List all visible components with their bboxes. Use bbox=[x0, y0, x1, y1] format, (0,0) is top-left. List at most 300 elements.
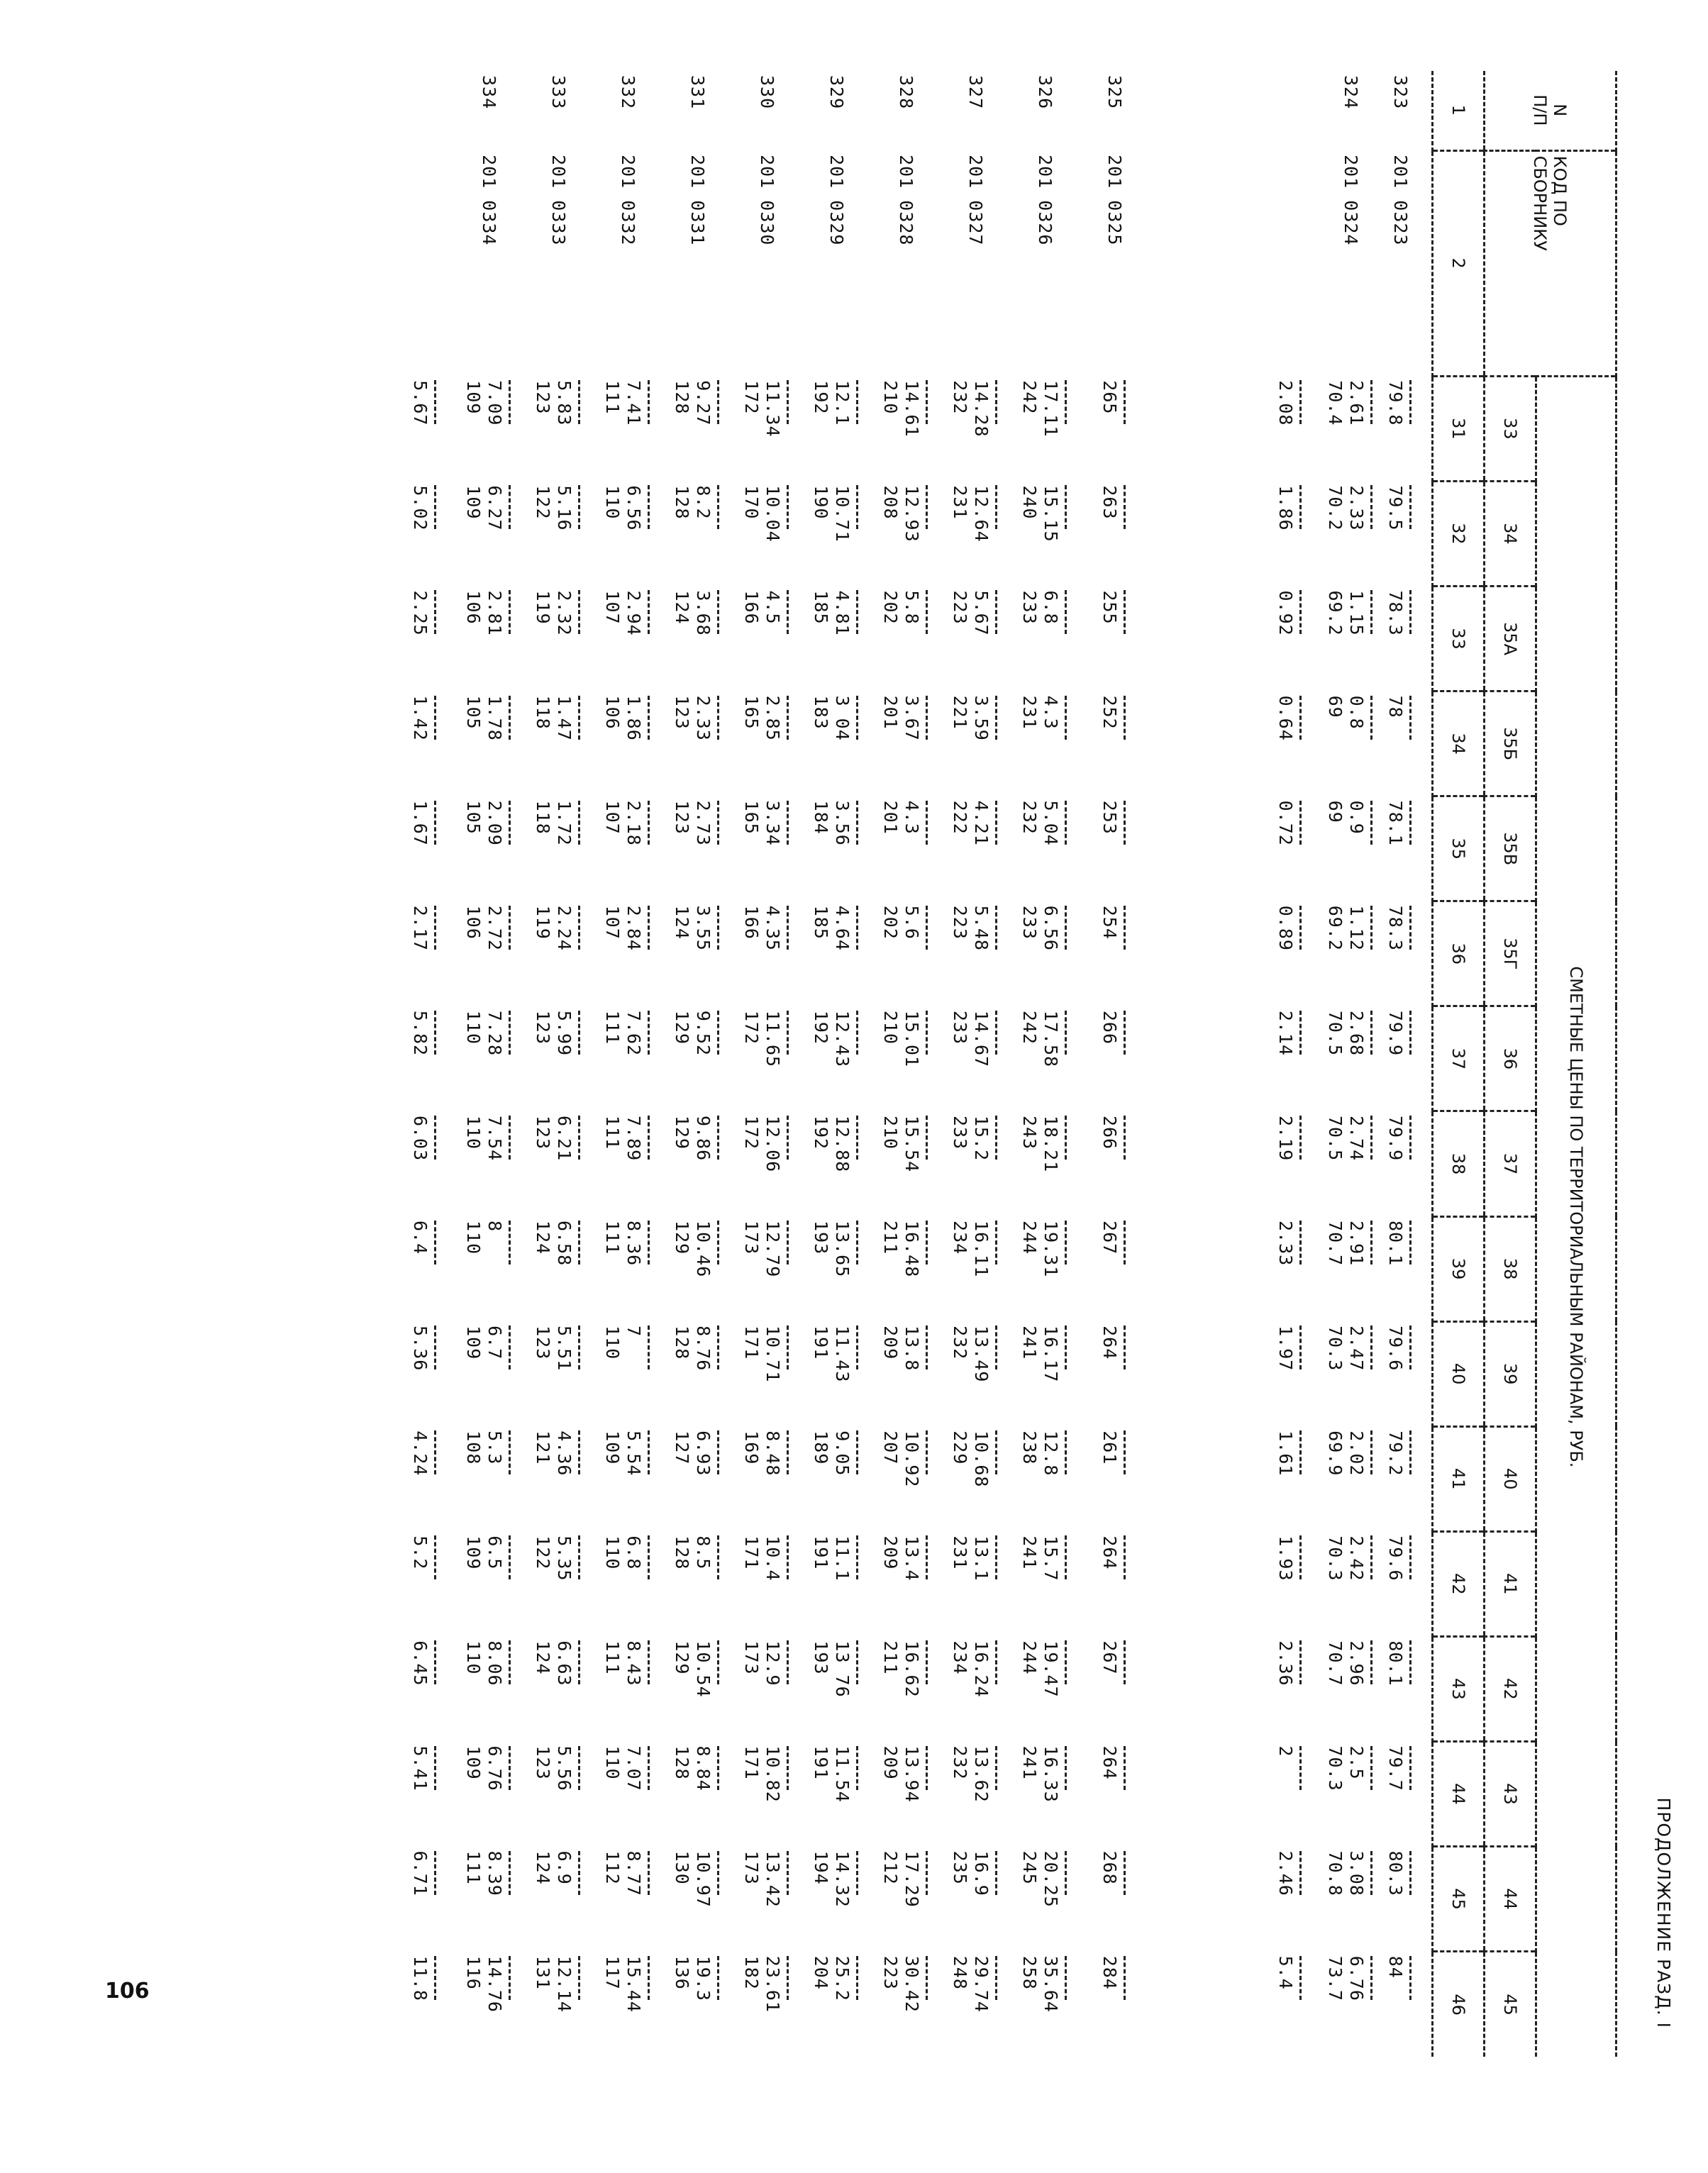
separator-line bbox=[1371, 906, 1373, 950]
price-cell bbox=[804, 1847, 874, 1952]
separator-line bbox=[857, 380, 859, 424]
price-value: 6.93 bbox=[693, 1430, 714, 1477]
price-cell bbox=[1379, 796, 1433, 901]
price-value: 1.93 bbox=[1275, 1535, 1297, 1582]
price-value: 80.1 bbox=[1385, 1640, 1407, 1686]
separator-line bbox=[996, 906, 998, 950]
separator-line bbox=[857, 1326, 859, 1369]
price-value: 10.71 bbox=[832, 485, 853, 543]
price-cell bbox=[393, 1636, 457, 1741]
price-cell bbox=[1013, 1216, 1082, 1321]
price-value: 107 bbox=[602, 590, 623, 625]
column-number: 39 bbox=[1433, 1216, 1485, 1321]
price-value: 7.62 bbox=[623, 1010, 645, 1057]
column-number: 1 bbox=[1433, 71, 1485, 150]
separator-line bbox=[857, 801, 859, 845]
price-value: 69.2 bbox=[1325, 905, 1346, 951]
price-value: 70.3 bbox=[1325, 1535, 1346, 1582]
price-cell bbox=[526, 1426, 596, 1531]
price-value: 4.3 bbox=[902, 800, 923, 835]
separator-line bbox=[1065, 1746, 1068, 1790]
price-value: 8.48 bbox=[762, 1430, 784, 1477]
price-value: 124 bbox=[533, 1850, 554, 1885]
separator-line bbox=[996, 1326, 998, 1369]
price-value: 105 bbox=[463, 800, 484, 835]
price-cell bbox=[1082, 1321, 1152, 1426]
separator-line bbox=[857, 1011, 859, 1055]
price-value: 5.35 bbox=[554, 1535, 575, 1582]
price-cell bbox=[735, 691, 804, 796]
price-value: 13 76 bbox=[832, 1640, 853, 1698]
separator-line bbox=[1410, 590, 1412, 634]
separator-line bbox=[857, 1851, 859, 1895]
price-cell bbox=[1082, 1426, 1152, 1531]
price-value: 5.54 bbox=[623, 1430, 645, 1477]
price-value: 13.1 bbox=[971, 1535, 992, 1582]
separator-line bbox=[787, 1221, 789, 1265]
price-cell bbox=[1379, 481, 1433, 586]
separator-line bbox=[579, 380, 581, 424]
price-value: 6.27 bbox=[484, 485, 506, 531]
separator-line bbox=[1065, 485, 1068, 529]
separator-line bbox=[648, 590, 650, 634]
separator-line bbox=[1371, 590, 1373, 634]
separator-line bbox=[1124, 906, 1126, 950]
price-table bbox=[393, 71, 1617, 2057]
separator-line bbox=[718, 906, 720, 950]
price-value: 11.65 bbox=[762, 1010, 784, 1068]
price-value: 111 bbox=[463, 1850, 484, 1885]
price-value: 13.42 bbox=[762, 1850, 784, 1908]
price-cell bbox=[1258, 796, 1322, 901]
price-value: 10.46 bbox=[693, 1221, 714, 1278]
price-value: 69 bbox=[1325, 695, 1346, 718]
price-value: 266 bbox=[1099, 1010, 1121, 1045]
price-value: 2.73 bbox=[693, 800, 714, 846]
price-cell bbox=[393, 586, 457, 691]
price-value: 110 bbox=[602, 1745, 623, 1780]
column-number: 40 bbox=[1433, 1321, 1485, 1426]
price-value: 189 bbox=[811, 1430, 832, 1465]
price-cell bbox=[393, 1952, 457, 2057]
price-value: 70.8 bbox=[1325, 1850, 1346, 1896]
price-value: 173 bbox=[741, 1850, 762, 1885]
separator-line bbox=[1410, 1011, 1412, 1055]
separator-line bbox=[648, 1221, 650, 1265]
separator-line bbox=[857, 906, 859, 950]
separator-line bbox=[1065, 1956, 1068, 2000]
price-value: 17.11 bbox=[1041, 380, 1062, 438]
price-cell bbox=[393, 1006, 457, 1111]
price-value: 11.54 bbox=[832, 1745, 853, 1803]
separator-line bbox=[787, 696, 789, 740]
price-value: 80.1 bbox=[1385, 1221, 1407, 1267]
price-cell bbox=[1082, 901, 1152, 1006]
price-value: 19.47 bbox=[1041, 1640, 1062, 1698]
price-value: 2.33 bbox=[1346, 485, 1368, 531]
price-cell bbox=[943, 1111, 1013, 1216]
price-value: 6.63 bbox=[554, 1640, 575, 1686]
separator-line bbox=[857, 1746, 859, 1790]
separator-line bbox=[1371, 1326, 1373, 1369]
price-cell bbox=[943, 1847, 1013, 1952]
separator-line bbox=[1410, 1430, 1412, 1474]
separator-line bbox=[718, 1011, 720, 1055]
price-cell bbox=[874, 1216, 943, 1321]
price-value: 2.91 bbox=[1346, 1221, 1368, 1267]
price-value: 109 bbox=[463, 1535, 484, 1570]
price-value: 119 bbox=[533, 905, 554, 940]
price-value: 29.74 bbox=[971, 1955, 992, 2013]
price-cell bbox=[1013, 1952, 1082, 2057]
separator-line bbox=[579, 590, 581, 634]
price-value: 231 bbox=[950, 1535, 971, 1570]
separator-line bbox=[579, 1326, 581, 1369]
column-number: 38 bbox=[1433, 1111, 1485, 1216]
region-header: 41 bbox=[1485, 1531, 1536, 1636]
separator-line bbox=[1410, 1221, 1412, 1265]
price-value: 193 bbox=[811, 1640, 832, 1675]
price-cell bbox=[1258, 1006, 1322, 1111]
separator-line bbox=[1410, 1956, 1412, 2000]
region-header: 39 bbox=[1485, 1321, 1536, 1426]
row-number: 325 bbox=[1104, 75, 1125, 110]
price-cell bbox=[665, 1952, 735, 2057]
row-number: 331 bbox=[687, 75, 708, 110]
separator-line bbox=[718, 1746, 720, 1790]
row-code: 201 0326 bbox=[1035, 155, 1055, 246]
price-cell bbox=[393, 1531, 457, 1636]
price-value: 11.1 bbox=[832, 1535, 853, 1582]
price-value: 124 bbox=[533, 1640, 554, 1675]
price-cell bbox=[943, 901, 1013, 1006]
row-code: 201 0325 bbox=[1104, 155, 1125, 246]
row-code: 201 0334 bbox=[479, 155, 499, 246]
price-value: 3.56 bbox=[832, 800, 853, 846]
price-cell bbox=[943, 1426, 1013, 1531]
price-value: 208 bbox=[880, 485, 902, 520]
price-value: 3.34 bbox=[762, 800, 784, 846]
separator-line bbox=[435, 590, 437, 634]
price-value: 124 bbox=[533, 1221, 554, 1255]
price-value: 2.72 bbox=[484, 905, 506, 951]
price-value: 233 bbox=[950, 1010, 971, 1045]
price-value: 6.4 bbox=[410, 1221, 431, 1255]
separator-line bbox=[1371, 696, 1373, 740]
separator-line bbox=[1371, 1535, 1373, 1579]
price-cell bbox=[393, 901, 457, 1006]
price-value: 201 bbox=[880, 800, 902, 835]
price-value: 12.9 bbox=[762, 1640, 784, 1686]
price-cell bbox=[943, 1742, 1013, 1847]
price-value: 171 bbox=[741, 1745, 762, 1780]
column-number: 46 bbox=[1433, 1952, 1485, 2057]
price-value: 23.61 bbox=[762, 1955, 784, 2013]
separator-line bbox=[718, 380, 720, 424]
price-cell bbox=[735, 1216, 804, 1321]
price-cell bbox=[1013, 796, 1082, 901]
separator-line bbox=[857, 1430, 859, 1474]
price-value: 2.81 bbox=[484, 590, 506, 636]
price-value: 79.2 bbox=[1385, 1430, 1407, 1477]
price-value: 111 bbox=[602, 1640, 623, 1675]
price-cell bbox=[1322, 1216, 1379, 1321]
separator-line bbox=[1371, 1640, 1373, 1684]
price-value: 2.24 bbox=[554, 905, 575, 951]
price-value: 2.46 bbox=[1275, 1850, 1297, 1896]
price-value: 5.82 bbox=[410, 1010, 431, 1057]
price-value: 123 bbox=[533, 1010, 554, 1045]
price-value: 4.36 bbox=[554, 1430, 575, 1477]
price-value: 210 bbox=[880, 1010, 902, 1045]
price-cell bbox=[596, 1426, 665, 1531]
price-value: 6.21 bbox=[554, 1115, 575, 1162]
price-cell bbox=[596, 1216, 665, 1321]
price-value: 10.54 bbox=[693, 1640, 714, 1698]
price-value: 12.64 bbox=[971, 485, 992, 543]
price-value: 169 bbox=[741, 1430, 762, 1465]
price-value: 1.47 bbox=[554, 695, 575, 741]
price-value: 16.9 bbox=[971, 1850, 992, 1896]
price-cell bbox=[943, 1216, 1013, 1321]
separator-line bbox=[1300, 380, 1302, 424]
price-value: 69 bbox=[1325, 800, 1346, 823]
price-value: 165 bbox=[741, 695, 762, 730]
price-value: 2.5 bbox=[1346, 1745, 1368, 1780]
price-value: 79.7 bbox=[1385, 1745, 1407, 1791]
price-value: 11.8 bbox=[410, 1955, 431, 2001]
separator-line bbox=[1065, 906, 1068, 950]
price-cell bbox=[526, 1952, 596, 2057]
price-cell bbox=[804, 1006, 874, 1111]
separator-line bbox=[996, 590, 998, 634]
row-code: 201 0328 bbox=[896, 155, 916, 246]
price-value: 233 bbox=[1019, 905, 1041, 940]
price-cell bbox=[1082, 691, 1152, 796]
price-cell bbox=[665, 1847, 735, 1952]
price-cell bbox=[596, 1006, 665, 1111]
price-value: 171 bbox=[741, 1326, 762, 1360]
price-value: 192 bbox=[811, 1115, 832, 1150]
price-value: 106 bbox=[602, 695, 623, 730]
price-value: 2.85 bbox=[762, 695, 784, 741]
price-value: 12.14 bbox=[554, 1955, 575, 2013]
price-value: 235 bbox=[950, 1850, 971, 1885]
price-cell bbox=[804, 1426, 874, 1531]
price-value: 6.45 bbox=[410, 1640, 431, 1686]
separator-line bbox=[857, 1221, 859, 1265]
price-value: 105 bbox=[463, 695, 484, 730]
separator-line bbox=[996, 696, 998, 740]
price-value: 5.51 bbox=[554, 1326, 575, 1372]
separator-line bbox=[1371, 1221, 1373, 1265]
price-value: 16.48 bbox=[902, 1221, 923, 1278]
separator-line bbox=[857, 485, 859, 529]
price-value: 0.64 bbox=[1275, 695, 1297, 741]
price-cell bbox=[804, 691, 874, 796]
price-value: 5.56 bbox=[554, 1745, 575, 1791]
separator-line bbox=[1065, 1430, 1068, 1474]
separator-line bbox=[1300, 590, 1302, 634]
price-cell bbox=[1379, 1742, 1433, 1847]
region-header: 43 bbox=[1485, 1742, 1536, 1847]
separator-line bbox=[926, 1535, 928, 1579]
price-value: 4.64 bbox=[832, 905, 853, 951]
table-row bbox=[596, 71, 665, 2057]
table-row bbox=[1379, 71, 1433, 2057]
row-code: 201 0333 bbox=[548, 155, 569, 246]
price-value: 3.67 bbox=[902, 695, 923, 741]
column-number: 43 bbox=[1433, 1636, 1485, 1741]
price-value: 255 bbox=[1099, 590, 1121, 625]
price-value: 13.4 bbox=[902, 1535, 923, 1582]
price-value: 223 bbox=[950, 590, 971, 625]
separator-line bbox=[1371, 1116, 1373, 1160]
price-value: 6.58 bbox=[554, 1221, 575, 1267]
price-cell bbox=[874, 1426, 943, 1531]
separator-line bbox=[1065, 1116, 1068, 1160]
separator-line bbox=[1065, 696, 1068, 740]
separator-line bbox=[579, 906, 581, 950]
table-row bbox=[1013, 71, 1082, 2057]
price-cell bbox=[943, 1636, 1013, 1741]
price-value: 108 bbox=[463, 1430, 484, 1465]
separator-line bbox=[509, 696, 511, 740]
price-cell bbox=[1322, 1847, 1379, 1952]
price-cell bbox=[526, 1742, 596, 1847]
price-value: 5.3 bbox=[484, 1430, 506, 1465]
table-row bbox=[1322, 71, 1379, 2057]
price-value: 166 bbox=[741, 590, 762, 625]
price-cell bbox=[457, 586, 526, 691]
price-value: 70.7 bbox=[1325, 1640, 1346, 1686]
column-number: 42 bbox=[1433, 1531, 1485, 1636]
price-value: 202 bbox=[880, 905, 902, 940]
separator-line bbox=[996, 1956, 998, 2000]
price-value: 12.79 bbox=[762, 1221, 784, 1278]
price-value: 0.9 bbox=[1346, 800, 1368, 835]
price-cell bbox=[1322, 1006, 1379, 1111]
price-value: 118 bbox=[533, 800, 554, 835]
price-cell bbox=[735, 376, 804, 481]
row-number: 327 bbox=[965, 75, 986, 110]
separator-line bbox=[718, 1535, 720, 1579]
separator-line bbox=[579, 1956, 581, 2000]
separator-line bbox=[857, 1956, 859, 2000]
spacer bbox=[1152, 71, 1258, 2057]
separator-line bbox=[926, 590, 928, 634]
separator-line bbox=[926, 1011, 928, 1055]
price-value: 70.7 bbox=[1325, 1221, 1346, 1267]
price-cell bbox=[596, 376, 665, 481]
separator-line bbox=[787, 1430, 789, 1474]
separator-line bbox=[509, 1326, 511, 1369]
separator-line bbox=[1371, 1956, 1373, 2000]
price-value: 2.33 bbox=[1275, 1221, 1297, 1267]
price-value: 7.41 bbox=[623, 380, 645, 426]
price-value: 110 bbox=[602, 1535, 623, 1570]
price-value: 19.3 bbox=[693, 1955, 714, 2001]
price-value: 185 bbox=[811, 905, 832, 940]
row-code: 201 0330 bbox=[757, 155, 777, 246]
price-value: 209 bbox=[880, 1326, 902, 1360]
price-cell bbox=[1322, 1636, 1379, 1741]
price-cell bbox=[596, 1847, 665, 1952]
price-cell bbox=[804, 586, 874, 691]
price-cell bbox=[596, 481, 665, 586]
separator-line bbox=[648, 696, 650, 740]
price-value: 5.4 bbox=[1275, 1955, 1297, 1990]
price-value: 1.72 bbox=[554, 800, 575, 846]
separator-line bbox=[579, 1535, 581, 1579]
price-value: 243 bbox=[1019, 1115, 1041, 1150]
price-cell bbox=[526, 481, 596, 586]
price-cell bbox=[526, 1321, 596, 1426]
price-value: 8.77 bbox=[623, 1850, 645, 1896]
separator-line bbox=[1410, 380, 1412, 424]
price-value: 107 bbox=[602, 800, 623, 835]
price-value: 210 bbox=[880, 380, 902, 415]
price-value: 124 bbox=[672, 590, 693, 625]
price-value: 5.16 bbox=[554, 485, 575, 531]
price-cell bbox=[457, 1847, 526, 1952]
separator-line bbox=[1410, 696, 1412, 740]
price-cell bbox=[1322, 1111, 1379, 1216]
price-value: 6.8 bbox=[623, 1535, 645, 1570]
price-value: 3.59 bbox=[971, 695, 992, 741]
price-value: 2.32 bbox=[554, 590, 575, 636]
price-value: 79.6 bbox=[1385, 1535, 1407, 1582]
price-value: 6.76 bbox=[484, 1745, 506, 1791]
price-cell bbox=[1322, 901, 1379, 1006]
price-value: 231 bbox=[950, 485, 971, 520]
separator-line bbox=[1300, 1116, 1302, 1160]
price-value: 123 bbox=[672, 800, 693, 835]
price-value: 223 bbox=[950, 905, 971, 940]
price-cell bbox=[804, 481, 874, 586]
price-cell bbox=[393, 1742, 457, 1847]
column-number: 45 bbox=[1433, 1847, 1485, 1952]
price-cell bbox=[943, 481, 1013, 586]
price-cell bbox=[1322, 376, 1379, 481]
separator-line bbox=[579, 1116, 581, 1160]
separator-line bbox=[1124, 1011, 1126, 1055]
price-value: 128 bbox=[672, 380, 693, 415]
price-cell bbox=[665, 1636, 735, 1741]
price-value: 35.64 bbox=[1041, 1955, 1062, 2013]
row-number: 334 bbox=[479, 75, 499, 110]
price-value: 183 bbox=[811, 695, 832, 730]
separator-line bbox=[1065, 1221, 1068, 1265]
price-cell bbox=[1258, 1216, 1322, 1321]
separator-line bbox=[648, 380, 650, 424]
price-value: 1.86 bbox=[623, 695, 645, 741]
price-value: 4.24 bbox=[410, 1430, 431, 1477]
separator-line bbox=[579, 1746, 581, 1790]
separator-line bbox=[648, 1746, 650, 1790]
price-value: 242 bbox=[1019, 380, 1041, 415]
separator-line bbox=[648, 1535, 650, 1579]
price-value: 173 bbox=[741, 1640, 762, 1675]
price-value: 123 bbox=[533, 380, 554, 415]
row-number: 333 bbox=[548, 75, 569, 110]
price-value: 109 bbox=[463, 380, 484, 415]
price-value: 284 bbox=[1099, 1955, 1121, 1990]
separator-line bbox=[648, 801, 650, 845]
price-cell bbox=[735, 1531, 804, 1636]
price-value: 10.97 bbox=[693, 1850, 714, 1908]
separator-line bbox=[1300, 1430, 1302, 1474]
